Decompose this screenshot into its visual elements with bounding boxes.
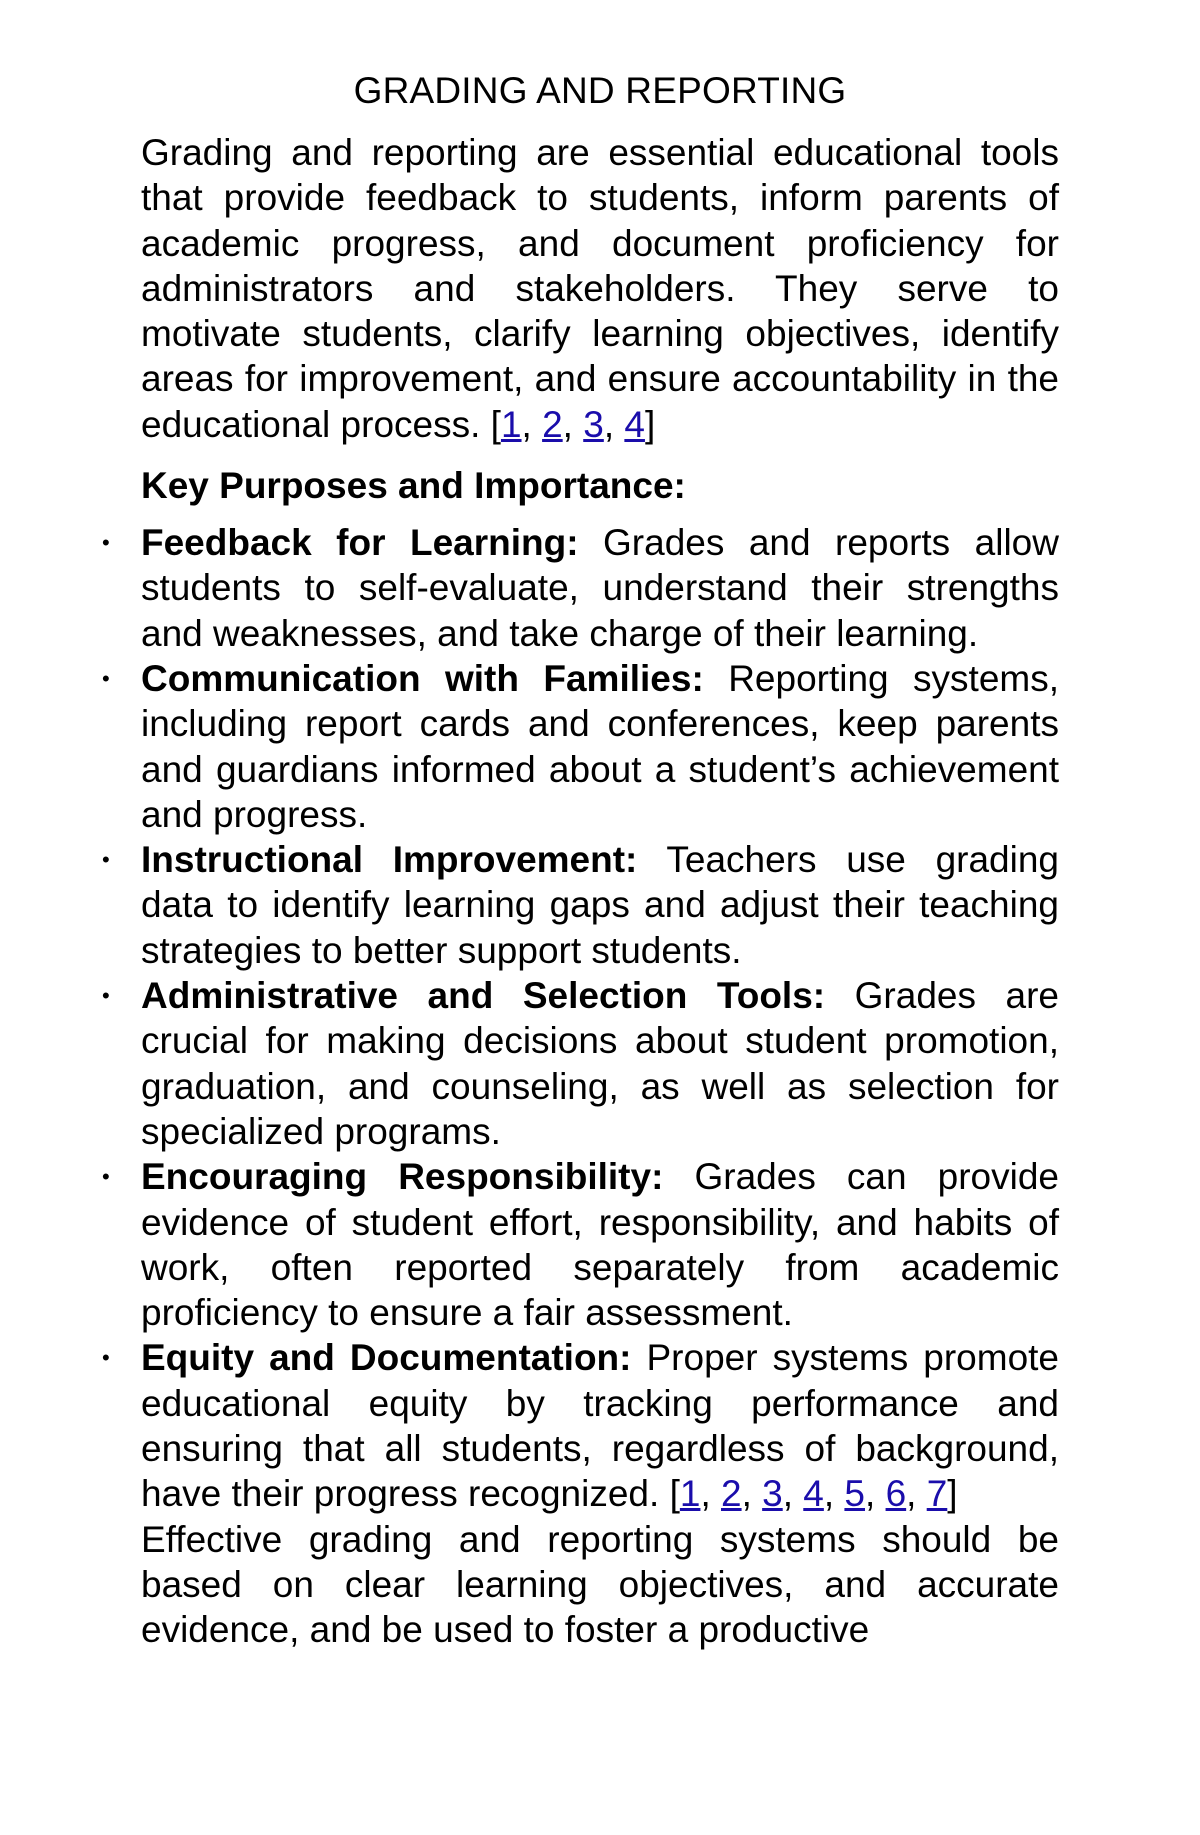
list-item-text: Grades and reports allow students to self-evaluate, understand their strengths and weaknesses, and take charge of their learning. [141,522,1059,654]
document-title: GRADING AND REPORTING [353,70,847,111]
list-item-text: Reporting systems, including report cards and conferences, keep parents and guardians informed about a student’s achievement and progress. [141,657,1060,835]
citation-link[interactable]: 4 [624,403,645,445]
citation-link[interactable]: 3 [762,1473,783,1515]
bullet-icon: • [102,1164,110,1190]
list-item-term: Feedback for Learning: [141,522,579,564]
list-item [102,973,1059,1154]
citation-link[interactable]: 1 [500,403,522,445]
list-item [102,520,1059,656]
citation-link[interactable]: 4 [803,1473,824,1515]
purposes-list [102,520,1060,1517]
citation-link[interactable]: 2 [721,1473,742,1515]
list-item [102,656,1060,837]
list-item [102,1154,1059,1335]
list-item-term: Equity and Documentation: [141,1337,632,1379]
citation-link[interactable]: 5 [844,1473,865,1515]
list-item-term: Communication with Families: [141,657,704,699]
citation-link[interactable]: 7 [926,1473,948,1515]
intro-text: Grading and reporting are essential educational tools that provide feedback to students, inform parents of academic progress, and document proficiency for administrators and stakeholders. They serve to motivate students, clarify learning objectives, identify areas for improvement, and ensure accountability in the educational process. [141,132,1059,445]
list-item-term: Encouraging Responsibility: [141,1156,664,1198]
list-item-text: Grades can provide evidence of student effort, responsibility, and habits of work, often reported separately from academic proficiency to ensure a fair assessment. [141,1156,1059,1334]
closing-paragraph: Effective grading and reporting systems should be based on clear learning objectives, and accurate evidence, and be used to foster a productive [141,1518,1059,1651]
list-item-term: Administrative and Selection Tools: [141,975,826,1017]
section-heading: Key Purposes and Importance: [141,465,686,507]
list-item-text: Teachers use grading data to identify learning gaps and adjust their teaching strategies to better support students. [141,839,1060,971]
list-item-term: Instructional Improvement: [141,839,638,881]
document-body [102,130,1060,1653]
list-item-text: Grades are crucial for making decisions about student promotion, graduation, and counseling, as well as selection for specialized programs. [141,975,1059,1152]
intro-paragraph: Grading and reporting are essential educational tools that provide feedback to students, inform parents of academic progress, and document proficiency for administrators and stakeholders. They serve to motivate students, clarify learning objectives, identify areas for improvement, and ensure accountability in the educational process. [1, 2, 3, 4] [141,132,1059,445]
citation-link[interactable]: 6 [885,1473,907,1515]
list-item-text: Proper systems promote educational equity by tracking performance and ensuring that all students, regardless of background, have their progress recognized. [141,1337,1060,1515]
citation-link[interactable]: 3 [583,403,604,445]
citation-link[interactable]: 2 [542,403,563,445]
bullet-icon: • [102,1345,110,1371]
list-item [102,837,1060,973]
bullet-icon: • [102,983,110,1009]
list-item: • Equity and Documentation: Proper systems promote educational equity by tracking performance and ensuring that all students, regardless of background, have their progress recognized. [1, 2, 3, 4, 5, 6, 7] [102,1337,1060,1515]
citation-link[interactable]: 1 [679,1473,701,1515]
bullet-icon: • [102,847,110,873]
bullet-icon: • [102,665,110,691]
bullet-icon: • [102,530,110,556]
